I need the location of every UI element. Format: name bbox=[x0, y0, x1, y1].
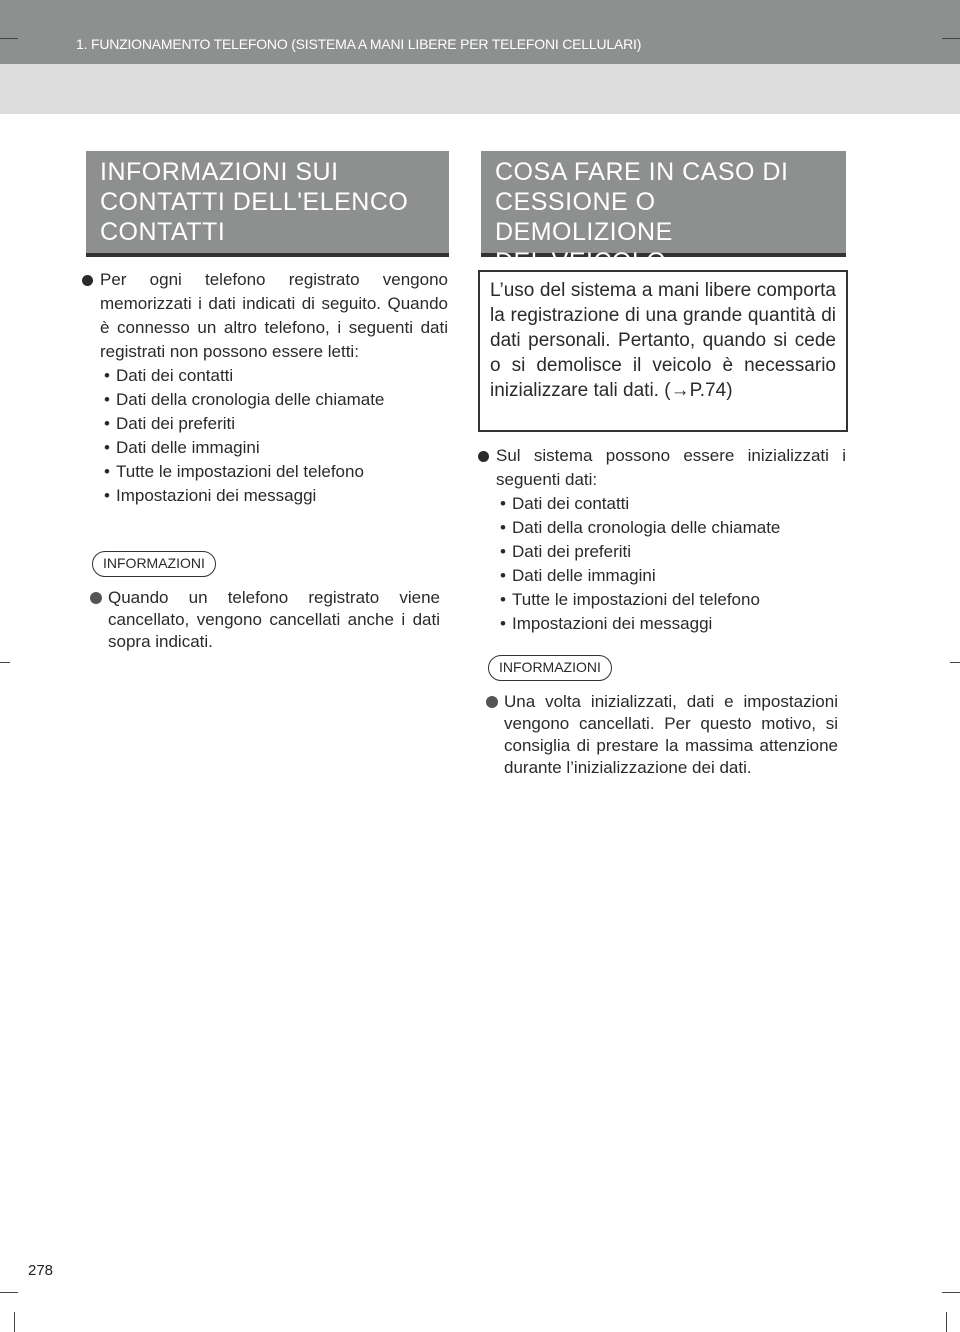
heading-line: CONTATTI DELL'ELENCO bbox=[100, 188, 409, 216]
bullet-icon bbox=[90, 592, 102, 604]
list-item: • Impostazioni dei messaggi bbox=[104, 486, 317, 505]
left-intro-paragraph bbox=[80, 268, 448, 364]
heading-line: INFORMAZIONI SUI bbox=[100, 158, 339, 186]
crop-mark bbox=[14, 1312, 15, 1332]
heading-line: CONTATTI bbox=[100, 218, 226, 246]
bullet-icon bbox=[478, 451, 489, 462]
right-info-text: Una volta inizializzati, dati e impostazioni vengono cancellati. Per questo motivo, si consiglia di prestare la massima attenzione durante l’inizializzazione dei dati. bbox=[504, 692, 838, 777]
header-bar bbox=[0, 0, 960, 64]
chapter-title: 1. FUNZIONAMENTO TELEFONO (SISTEMA A MANI LIBERE PER TELEFONI CELLULARI) bbox=[76, 36, 642, 52]
left-info-label: INFORMAZIONI bbox=[92, 551, 216, 577]
list-item: • Dati della cronologia delle chiamate bbox=[104, 390, 385, 409]
list-item: • Impostazioni dei messaggi bbox=[500, 614, 713, 633]
right-section-heading bbox=[481, 151, 846, 276]
left-data-list bbox=[102, 364, 448, 508]
page-number: 278 bbox=[28, 1262, 54, 1279]
list-item: • Tutte le impostazioni del telefono bbox=[500, 590, 760, 609]
right-intro-paragraph bbox=[476, 444, 846, 492]
right-data-list bbox=[498, 492, 846, 636]
right-notice-text: L’uso del sistema a mani libere comporta la registrazione di una grande quantità di dati personali. Pertanto, quando si cede o si demolisce il veicolo è necessario inizializzare tali dati. (→P.74) bbox=[490, 280, 836, 401]
list-item: • Dati dei contatti bbox=[500, 494, 630, 513]
list-item: • Dati delle immagini bbox=[500, 566, 656, 585]
list-item: • Tutte le impostazioni del telefono bbox=[104, 462, 364, 481]
left-info-text: Quando un telefono registrato viene cancellato, vengono cancellati anche i dati sopra indicati. bbox=[108, 588, 440, 651]
crop-mark bbox=[946, 1312, 947, 1332]
heading-line: CESSIONE O DEMOLIZIONE bbox=[495, 188, 673, 246]
right-info-note bbox=[484, 691, 838, 779]
crop-mark bbox=[0, 38, 18, 39]
crop-mark bbox=[942, 38, 960, 39]
right-info-label: INFORMAZIONI bbox=[488, 655, 612, 681]
bullet-icon bbox=[82, 275, 93, 286]
list-item: • Dati della cronologia delle chiamate bbox=[500, 518, 781, 537]
left-content bbox=[80, 268, 448, 508]
heading-line: COSA FARE IN CASO DI bbox=[495, 158, 789, 186]
left-section-heading bbox=[86, 151, 449, 257]
crop-mark bbox=[950, 662, 960, 663]
heading-line: DEL VEICOLO bbox=[495, 248, 667, 276]
left-info-note bbox=[88, 587, 440, 653]
bullet-icon bbox=[486, 696, 498, 708]
right-notice-box bbox=[478, 270, 848, 432]
list-item: • Dati dei preferiti bbox=[500, 542, 632, 561]
list-item: • Dati delle immagini bbox=[104, 438, 260, 457]
crop-mark bbox=[0, 662, 10, 663]
crop-mark bbox=[942, 1292, 960, 1293]
crop-mark bbox=[0, 1292, 18, 1293]
right-content bbox=[476, 444, 846, 636]
list-item: • Dati dei preferiti bbox=[104, 414, 236, 433]
right-intro-text: Sul sistema possono essere inizializzati i seguenti dati: bbox=[496, 446, 846, 489]
list-item: • Dati dei contatti bbox=[104, 366, 234, 385]
left-intro-text: Per ogni telefono registrato vengono memorizzati i dati indicati di seguito. Quando è connesso un altro telefono, i seguenti dati registrati non possono essere letti: bbox=[100, 270, 448, 361]
